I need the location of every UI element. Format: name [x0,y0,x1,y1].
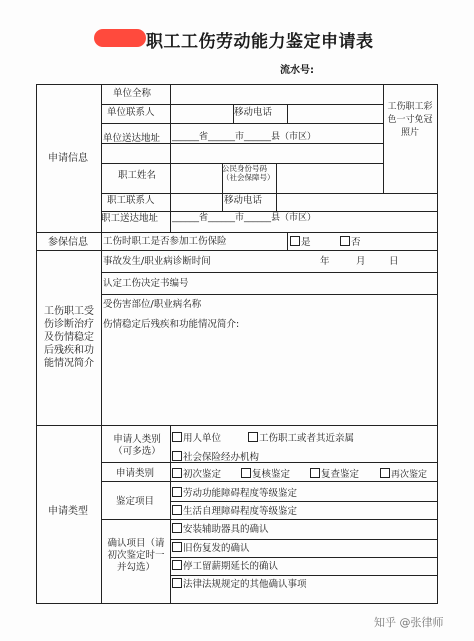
option-self-care[interactable]: 生活自理障碍程度等级鉴定 [172,505,297,518]
option-employer[interactable]: 用人单位 [172,432,221,445]
option-other[interactable]: 法律法规规定的其他确认事项 [172,578,307,591]
section-application-type: 申请类型 [48,506,88,517]
option-relapse[interactable]: 旧伤复发的确认 [172,542,250,555]
option-aids[interactable]: 安装辅助器具的确认 [172,523,269,536]
option-recheck-assessment[interactable]: 复查鉴定 [310,468,359,481]
decision-number-label: 认定工伤决定书编号 [103,278,189,289]
accident-time-label: 事故发生/职业病诊断时间 [103,256,211,267]
checkbox-icon[interactable] [172,523,182,533]
section-injury: 工伤职工受伤诊断治疗及伤情稳定后残疾和功能情况简介 [44,306,94,369]
option-social-agency[interactable]: 社会保险经办机构 [172,451,259,464]
insurance-no-option[interactable]: 否 [340,236,361,249]
injured-part-label: 受伤害部位/职业病名称 [103,299,202,310]
confirm-items-label: 确认项目（请初次鉴定时一并勾选） [107,538,165,573]
option-labor-capacity[interactable]: 劳动功能障碍程度等级鉴定 [172,487,297,500]
worker-name-label: 职工姓名 [118,170,157,181]
checkbox-icon[interactable] [172,578,182,588]
checkbox-icon[interactable] [380,468,390,478]
unit-address-field[interactable]: ______省______市______县（市区） [172,132,317,142]
checkbox-icon[interactable] [172,468,182,478]
worker-address-field[interactable]: ______省______市______县（市区） [172,213,317,223]
unit-contact-label: 单位联系人 [107,107,155,118]
watermark: 知乎 @张律师 [374,616,444,629]
checkbox-icon[interactable] [340,236,350,246]
month-label: 月 [356,256,366,267]
applicant-category-label: 申请人类别（可多选） [113,434,161,457]
section-insurance: 参保信息 [48,237,88,248]
worker-address-label: 职工送达地址 [101,213,159,224]
insurance-question: 工伤时职工是否参加工伤保险 [103,236,227,247]
redaction-mark [94,29,146,47]
worker-contact-label: 职工联系人 [107,195,155,206]
request-type-label: 申请类别 [116,468,155,479]
option-worker-or-relative[interactable]: 工伤职工或者其近亲属 [248,432,354,445]
unit-name-label: 单位全称 [113,88,152,99]
option-first-assessment[interactable]: 初次鉴定 [172,468,221,481]
assessment-items-label: 鉴定项目 [116,496,155,507]
option-review-assessment[interactable]: 复核鉴定 [241,468,290,481]
checkbox-icon[interactable] [172,432,182,442]
checkbox-icon[interactable] [172,487,182,497]
option-again-assessment[interactable]: 再次鉴定 [380,468,427,481]
unit-address-label: 单位送达地址 [103,133,161,144]
year-label: 年 [320,256,330,267]
worker-mobile-label: 移动电话 [224,195,263,206]
option-leave-extension[interactable]: 停工留薪期延长的确认 [172,560,278,573]
day-label: 日 [389,256,399,267]
photo-placeholder: 工伤职工彩色一寸免冠照片 [387,102,433,138]
id-number-label: 公民身份号码（社会保障号） [222,164,275,182]
unit-mobile-label: 移动电话 [234,107,273,118]
checkbox-icon[interactable] [310,468,320,478]
page-title: 职工工伤劳动能力鉴定申请表 [146,32,374,52]
section-applicant-info: 申请信息 [48,153,88,164]
checkbox-icon[interactable] [172,542,182,552]
insurance-yes-option[interactable]: 是 [290,236,311,249]
serial-number-label: 流水号: [280,65,314,76]
checkbox-icon[interactable] [241,468,251,478]
checkbox-icon[interactable] [172,505,182,515]
checkbox-icon[interactable] [172,560,182,570]
disability-summary-label: 伤情稳定后残疾和功能情况简介: [103,319,240,330]
checkbox-icon[interactable] [248,432,258,442]
checkbox-icon[interactable] [290,236,300,246]
checkbox-icon[interactable] [172,451,182,461]
